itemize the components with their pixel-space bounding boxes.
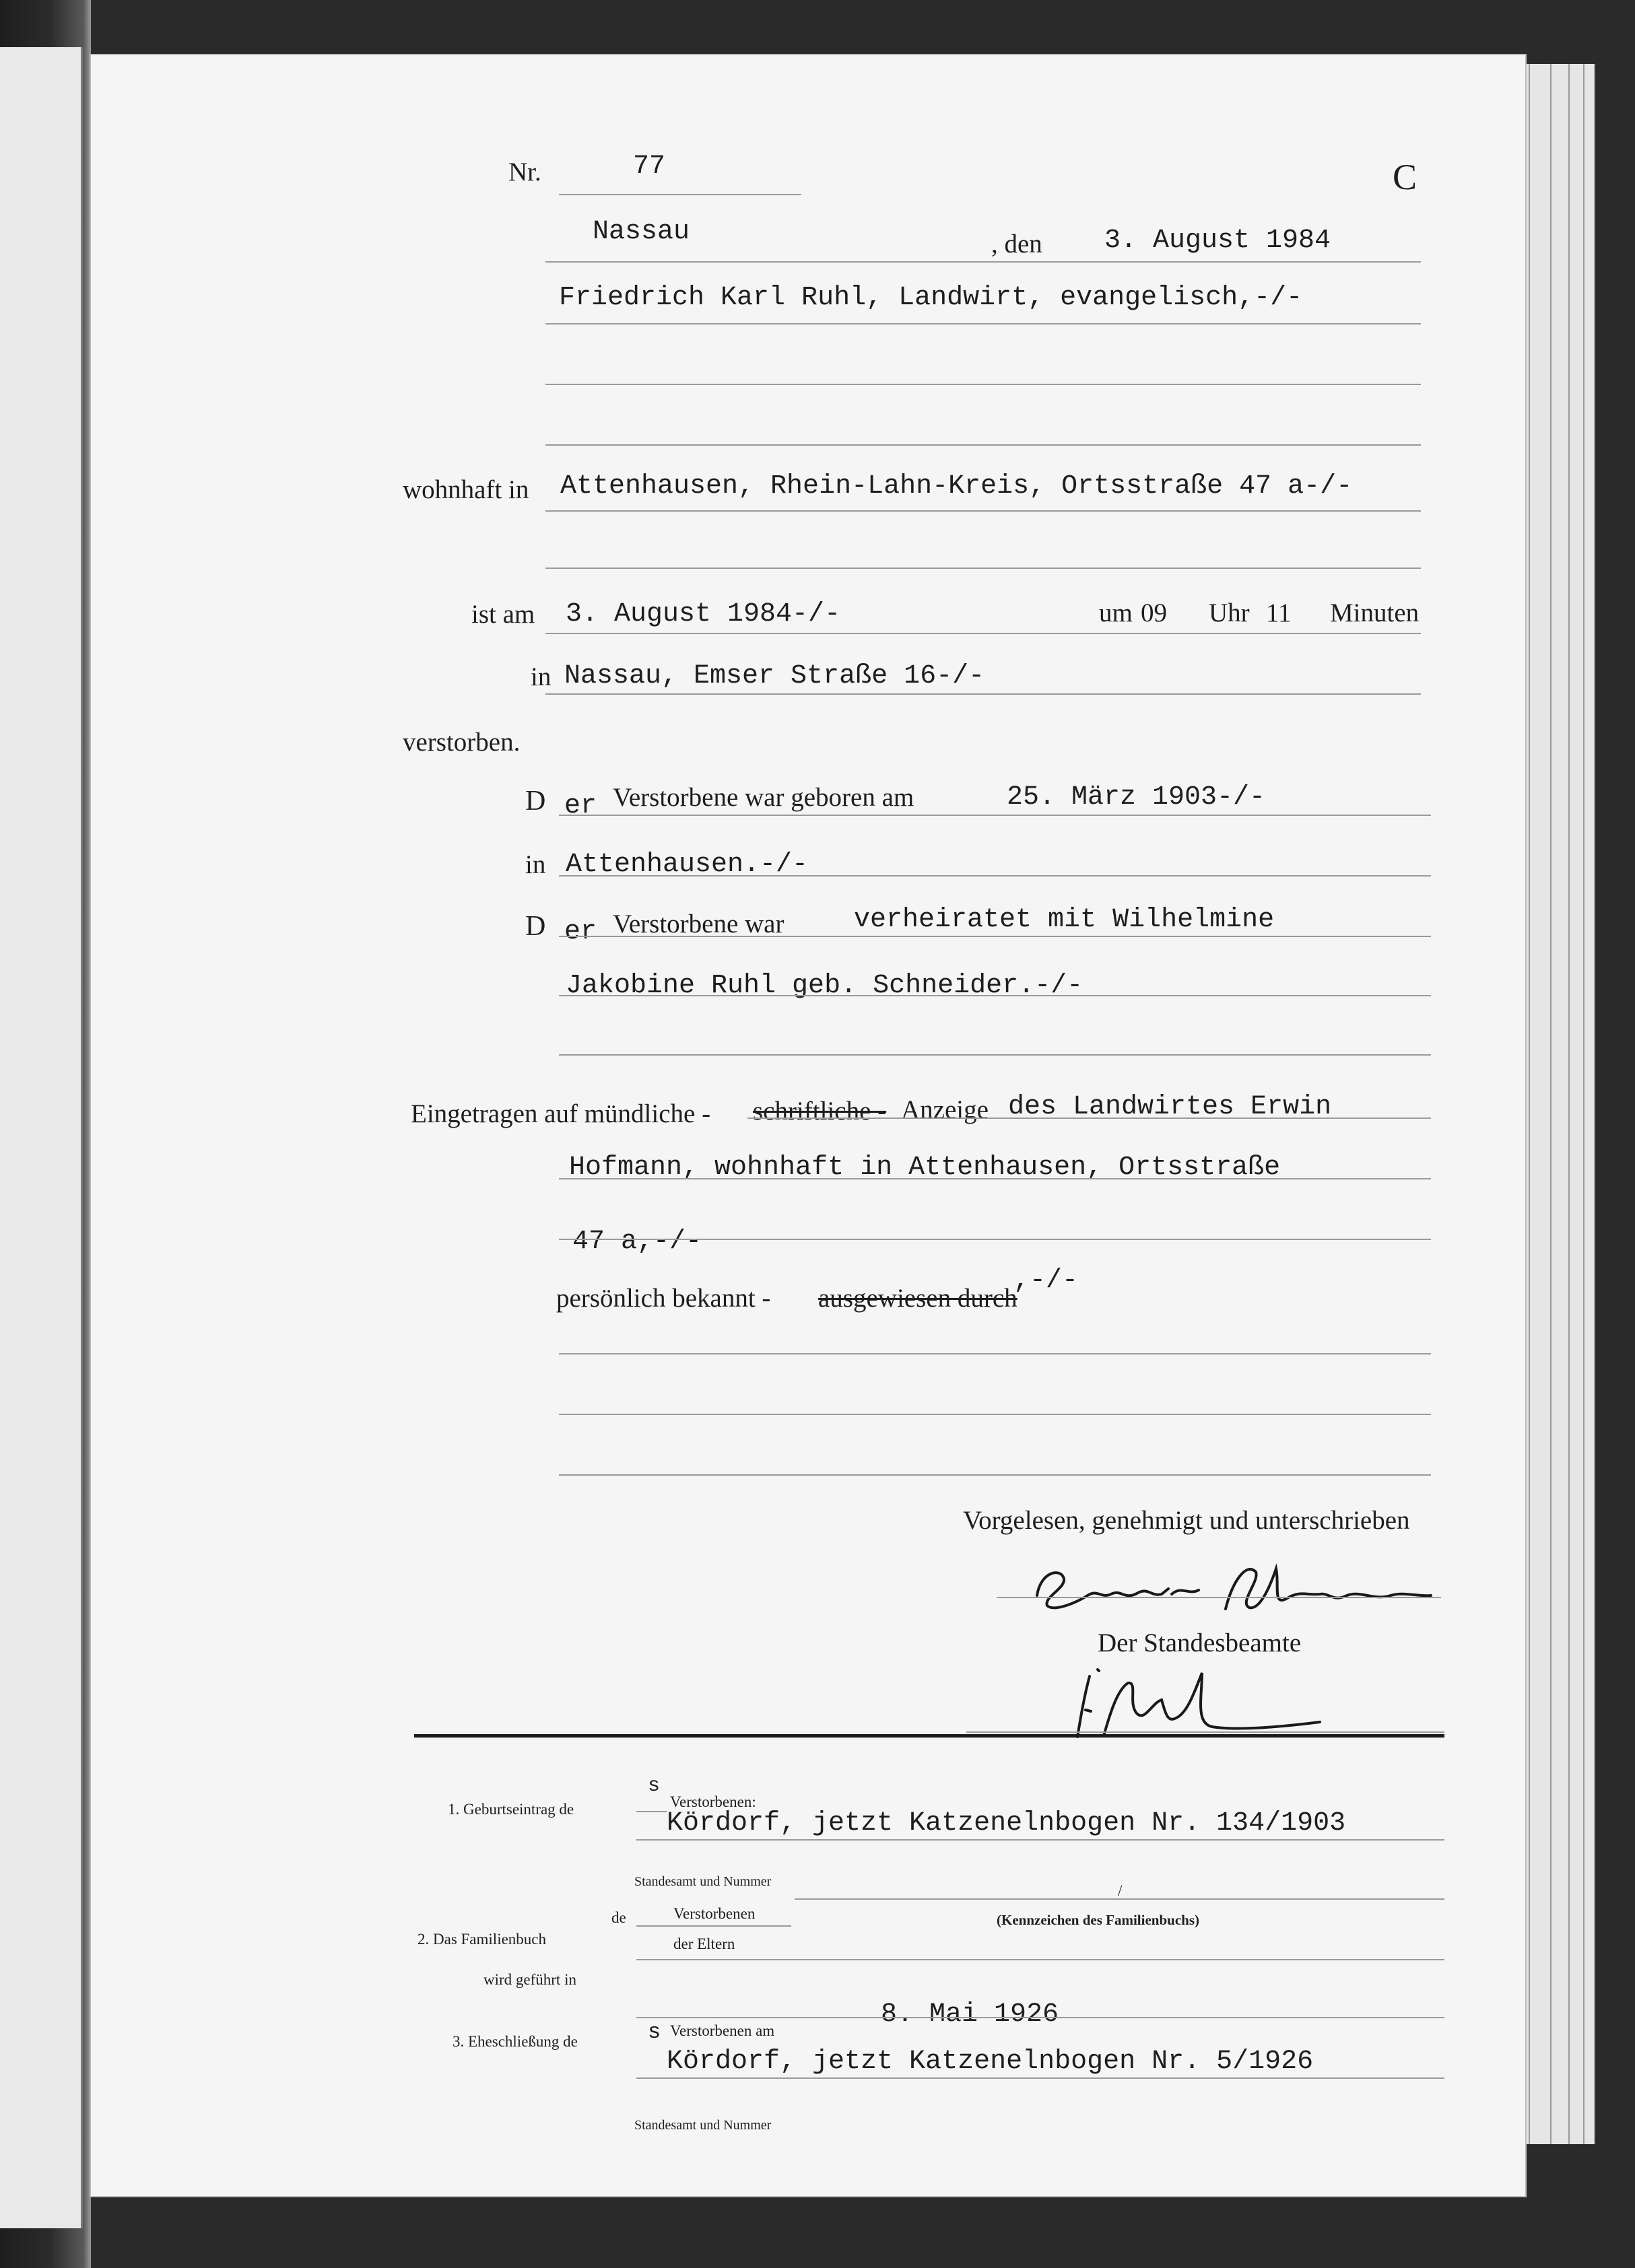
family-book-kennzeichen: (Kennzeichen des Familienbuchs) (997, 1912, 1200, 1928)
marriage-place-line (636, 2077, 1444, 2079)
death-in-label: in (531, 662, 552, 691)
marriage-place: Kördorf, jetzt Katzenelnbogen Nr. 5/1926 (667, 2047, 1314, 2077)
family-book-de-line (636, 1925, 791, 1927)
nr-label: Nr. (508, 158, 541, 186)
uhr-label: Uhr (1209, 598, 1250, 627)
family-book-wird: wird geführt in (483, 1971, 576, 1988)
birth-entry-s-line (636, 1811, 667, 1812)
death-date: 3. August 1984-/- (566, 599, 841, 629)
name-line-3 (545, 444, 1421, 446)
married-line-1: verheiratet mit Wilhelmine (854, 905, 1275, 935)
entered-strike: schriftliche - (753, 1097, 887, 1126)
place-date-line (545, 261, 1421, 263)
family-book-line (795, 1898, 1444, 1900)
family-book-label: 2. Das Familienbuch (418, 1931, 546, 1948)
signature-line-1 (997, 1597, 1441, 1598)
deceased-name-line: Friedrich Karl Ruhl, Landwirt, evangelisch,-/- (559, 283, 1303, 313)
married-line-2: Jakobine Ruhl geb. Schneider.-/- (566, 971, 1083, 1001)
marriage-date: 8. Mai 1926 (881, 1999, 1059, 2030)
married-line-1-rule (559, 936, 1431, 937)
residence-line-1 (545, 510, 1421, 512)
married-gender: er (564, 917, 597, 947)
place: Nassau (593, 217, 690, 247)
married-label: Verstorbene war (613, 909, 785, 938)
verstorben-label: verstorben. (403, 728, 521, 757)
birth-in-label: in (525, 850, 546, 879)
informant-signature-text: Erwin Hofmann (1024, 1621, 1028, 1622)
um-label: um (1099, 598, 1133, 627)
residence: Attenhausen, Rhein-Lahn-Kreis, Ortsstraße 47 a-/- (560, 471, 1353, 502)
entered-label: Eingetragen auf mündliche - (411, 1099, 711, 1128)
family-book-slash: / (1118, 1882, 1123, 1899)
residence-label: wohnhaft in (403, 475, 529, 504)
birth-entry-line (636, 1839, 1444, 1841)
marriage-label: 3. Eheschließung de (453, 2033, 578, 2050)
birth-entry-suffix: Verstorbenen: (670, 1793, 756, 1810)
known-value: ,-/- (1013, 1266, 1079, 1296)
birth-entry-s: s (648, 1775, 661, 1797)
section-divider (414, 1734, 1444, 1738)
signature-line-2 (966, 1731, 1444, 1733)
known-strike: ausgewiesen durch (818, 1284, 1017, 1313)
residence-line-2 (545, 568, 1421, 569)
birth-date-line (559, 815, 1431, 816)
marriage-suffix: Verstorbenen am (670, 2022, 775, 2039)
death-hour: 09 (1141, 598, 1167, 627)
born-prefix: D (525, 786, 546, 817)
known-label: persönlich bekannt - (556, 1284, 771, 1313)
born-gender: er (564, 791, 597, 821)
birth-entry-label: 1. Geburtseintrag de (448, 1801, 574, 1818)
informant-signature (1024, 1548, 1441, 1622)
birth-date: 25. März 1903-/- (1007, 782, 1266, 813)
family-book-line-2 (636, 1959, 1444, 1960)
informant-line-1: des Landwirtes Erwin (1008, 1092, 1332, 1122)
marriage-s: s (648, 2020, 661, 2044)
family-book-verstorbenen: Verstorbenen (673, 1905, 756, 1922)
death-label: ist am (471, 600, 535, 629)
birth-place-line (559, 875, 1431, 877)
register-letter: C (1393, 157, 1417, 197)
entered-anzeige: Anzeige (901, 1095, 989, 1124)
born-label: Verstorbene war geboren am (613, 783, 914, 812)
nr-line (559, 194, 801, 195)
record-date: 3. August 1984 (1104, 226, 1331, 256)
informant-line-3-rule (559, 1239, 1431, 1240)
registrar-label: Der Standesbeamte (1098, 1628, 1302, 1657)
family-book-de: de (611, 1909, 626, 1926)
name-line-2 (545, 384, 1421, 385)
married-prefix: D (525, 911, 546, 942)
marriage-date-line (636, 2017, 1444, 2018)
family-book-eltern: der Eltern (673, 1935, 735, 1952)
name-line-1 (545, 323, 1421, 324)
standesamt-label-2: Standesamt und Nummer (634, 2118, 772, 2133)
record-number: 77 (633, 151, 666, 182)
informant-line-2: Hofmann, wohnhaft in Attenhausen, Ortsstraße (569, 1153, 1281, 1183)
informant-line-1-rule (747, 1118, 1431, 1119)
minuten-label: Minuten (1330, 598, 1420, 627)
known-line-1 (559, 1353, 1431, 1354)
informant-line-3: 47 a,-/- (572, 1227, 702, 1257)
death-place: Nassau, Emser Straße 16-/- (564, 661, 985, 691)
birth-entry-value: Kördorf, jetzt Katzenelnbogen Nr. 134/1903 (667, 1808, 1346, 1839)
married-line-2-rule (559, 995, 1431, 996)
approval-text: Vorgelesen, genehmigt und unterschrieben (963, 1506, 1410, 1535)
den-label: , den (991, 230, 1042, 259)
married-line-3-rule (559, 1054, 1431, 1056)
standesamt-label-1: Standesamt und Nummer (634, 1874, 772, 1889)
death-line (545, 633, 1421, 634)
known-line-3 (559, 1474, 1431, 1476)
birth-place: Attenhausen.-/- (566, 850, 809, 880)
known-line-2 (559, 1414, 1431, 1415)
left-page-edge (0, 47, 83, 2228)
death-place-line (545, 693, 1421, 695)
informant-line-2-rule (559, 1178, 1431, 1179)
death-minutes: 11 (1266, 598, 1292, 627)
registrar-signature-text: i. A. Ruhl (1050, 1742, 1053, 1743)
